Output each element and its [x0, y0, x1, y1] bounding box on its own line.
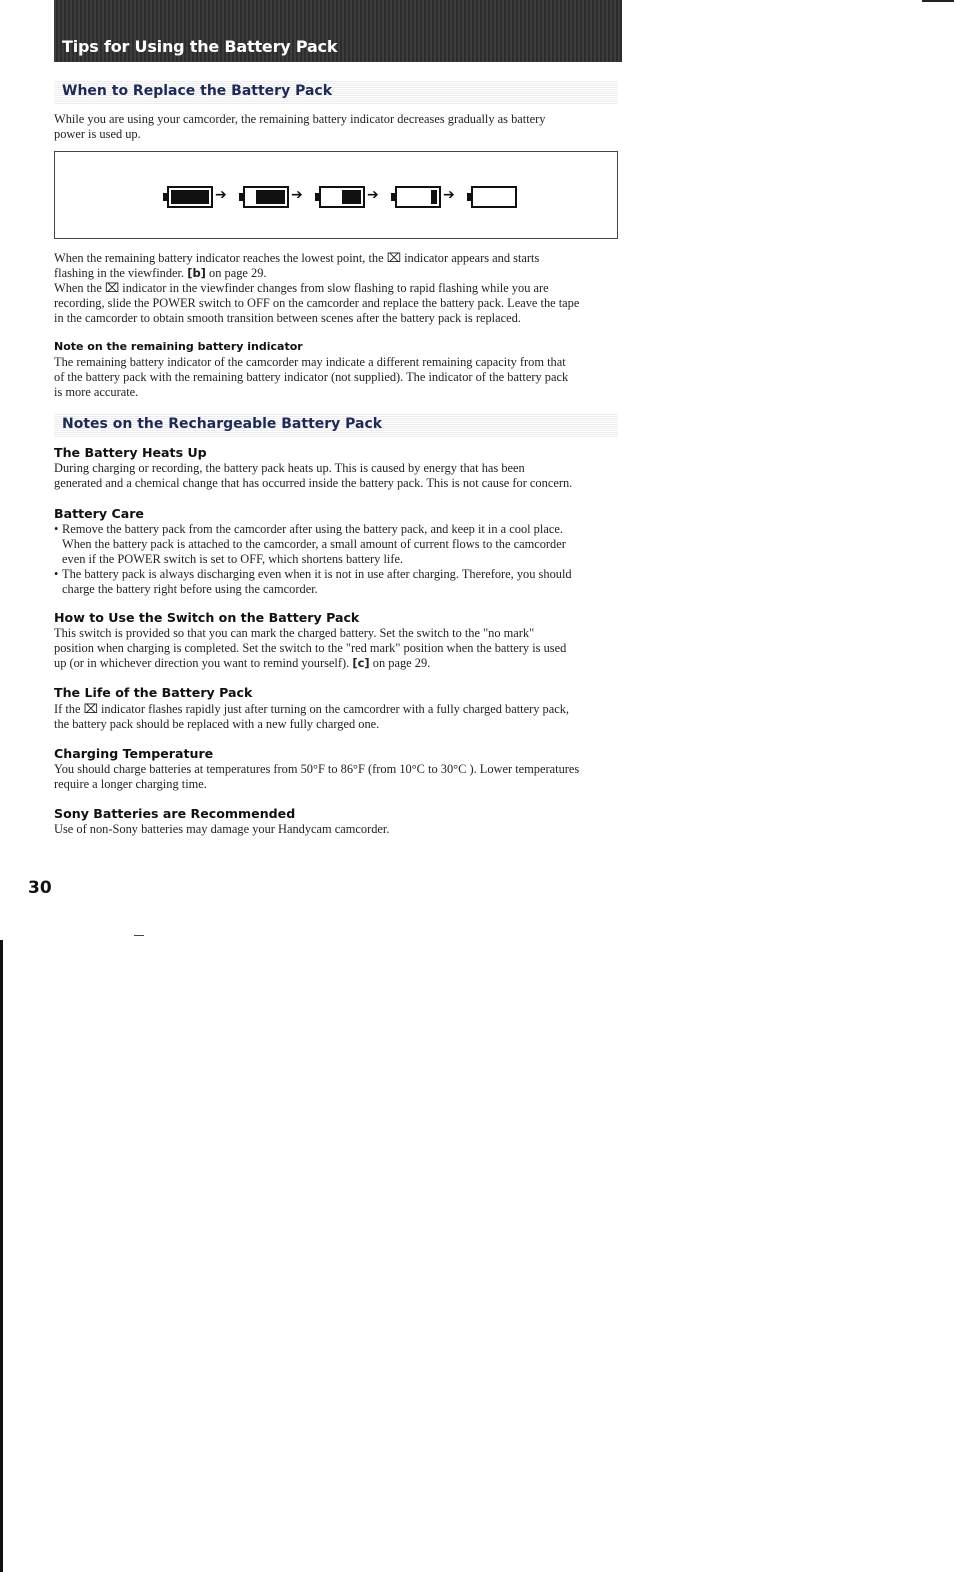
- text-line: the battery pack should be replaced with a new fully charged one.: [54, 717, 380, 731]
- text-line: up (or in whichever direction you want to remind yourself). [c] on page 29.: [54, 656, 431, 670]
- battery-terminal: [315, 193, 319, 201]
- figure-reference: [c]: [352, 656, 370, 670]
- battery-charge-fill: [342, 190, 361, 204]
- subheading-switch: How to Use the Switch on the Battery Pack: [54, 610, 360, 625]
- intro-paragraph: [54, 112, 620, 142]
- subheading-heats: The Battery Heats Up: [54, 445, 207, 460]
- text-line: Remove the battery pack from the camcorder after using the battery pack, and keep it in a cool place.: [62, 522, 563, 536]
- scan-edge-rule: [0, 940, 3, 1572]
- text-line: generated and a chemical change that has occurred inside the battery pack. This is not cause for concern.: [54, 476, 573, 490]
- scan-mark: [134, 935, 144, 936]
- subheading-life: The Life of the Battery Pack: [54, 685, 253, 700]
- text-line: The battery pack is always discharging even when it is not in use after charging. Therefore, you should: [62, 567, 572, 581]
- text-line: is more accurate.: [54, 385, 139, 399]
- note-title: Note on the remaining battery indicator: [54, 340, 303, 353]
- text-line: recording, slide the POWER switch to OFF on the camcorder and replace the battery pack. Leave the tape: [54, 296, 580, 310]
- battery-terminal: [239, 193, 243, 201]
- list-item: [54, 522, 620, 567]
- battery-terminal: [391, 193, 395, 201]
- list-item: [54, 567, 620, 597]
- text-line: position when charging is completed. Set the switch to the "red mark" position when the battery is used: [54, 641, 567, 655]
- battery-terminal: [163, 193, 167, 201]
- battery-indicator-illustration: [54, 151, 618, 239]
- bullet-glyph: •: [54, 522, 59, 536]
- text-line: of the battery pack with the remaining battery indicator (not supplied). The indicator of the battery pack: [54, 370, 569, 384]
- bullet-glyph: •: [54, 567, 59, 581]
- arrow-right-icon: ➔: [215, 187, 227, 203]
- subheading-care: Battery Care: [54, 506, 144, 521]
- text-line: in the camcorder to obtain smooth transition between scenes after the battery pack is replaced.: [54, 311, 521, 325]
- text-line: even if the POWER switch is set to OFF, which shortens battery life.: [62, 552, 404, 566]
- battery-icon: [471, 186, 517, 208]
- arrow-right-icon: ➔: [367, 187, 379, 203]
- note-paragraph: [54, 355, 620, 400]
- text-line: When the remaining battery indicator reaches the lowest point, the ⌧ indicator appears and starts: [54, 251, 540, 265]
- switch-paragraph: [54, 626, 620, 671]
- sony-paragraph: [54, 822, 620, 837]
- page-title: Tips for Using the Battery Pack: [62, 37, 338, 56]
- figure-reference: [b]: [187, 266, 206, 280]
- battery-sequence: [159, 181, 519, 211]
- section-heading-text: Notes on the Rechargeable Battery Pack: [62, 416, 383, 432]
- section-heading-text: When to Replace the Battery Pack: [62, 83, 333, 99]
- text-line: If the ⌧ indicator flashes rapidly just after turning on the camcordrer with a fully charged battery pack,: [54, 702, 569, 716]
- battery-charge-fill: [171, 190, 209, 204]
- subheading-temperature: Charging Temperature: [54, 746, 214, 761]
- heats-paragraph: [54, 461, 620, 491]
- section-heading-notes: [54, 413, 618, 437]
- life-paragraph: [54, 702, 620, 732]
- text-line: charge the battery right before using the camcorder.: [62, 582, 318, 596]
- subheading-sony: Sony Batteries are Recommended: [54, 806, 296, 821]
- text-line: You should charge batteries at temperatures from 50°F to 86°F (from 10°C to 30°C ). Lower temperatures: [54, 762, 580, 776]
- text-line: flashing in the viewfinder. [b] on page 29.: [54, 266, 267, 280]
- text-line: During charging or recording, the battery pack heats up. This is caused by energy that has been: [54, 461, 525, 475]
- top-edge-mark: [922, 0, 954, 2]
- arrow-right-icon: ➔: [291, 187, 303, 203]
- battery-icon: [243, 186, 289, 208]
- battery-charge-fill: [431, 190, 437, 204]
- battery-icon: [319, 186, 365, 208]
- battery-charge-fill: [256, 190, 285, 204]
- text-line: require a longer charging time.: [54, 777, 207, 791]
- text-line: While you are using your camcorder, the remaining battery indicator decreases gradually as battery: [54, 112, 546, 126]
- replace-paragraph: [54, 251, 620, 326]
- arrow-right-icon: ➔: [443, 187, 455, 203]
- text-line: When the ⌧ indicator in the viewfinder changes from slow flashing to rapid flashing while you are: [54, 281, 549, 295]
- battery-terminal: [467, 193, 471, 201]
- temperature-paragraph: [54, 762, 620, 792]
- text-line: This switch is provided so that you can mark the charged battery. Set the switch to the "no mark": [54, 626, 535, 640]
- text-line: Use of non-Sony batteries may damage your Handycam camcorder.: [54, 822, 390, 836]
- text-line: When the battery pack is attached to the camcorder, a small amount of current flows to the camcorder: [62, 537, 566, 551]
- battery-icon: [167, 186, 213, 208]
- page-header-bar: [54, 0, 622, 62]
- page-number: 30: [28, 878, 52, 898]
- text-line: power is used up.: [54, 127, 141, 141]
- text-line: The remaining battery indicator of the camcorder may indicate a different remaining capacity from that: [54, 355, 566, 369]
- battery-icon: [395, 186, 441, 208]
- section-heading-replace: [54, 80, 618, 104]
